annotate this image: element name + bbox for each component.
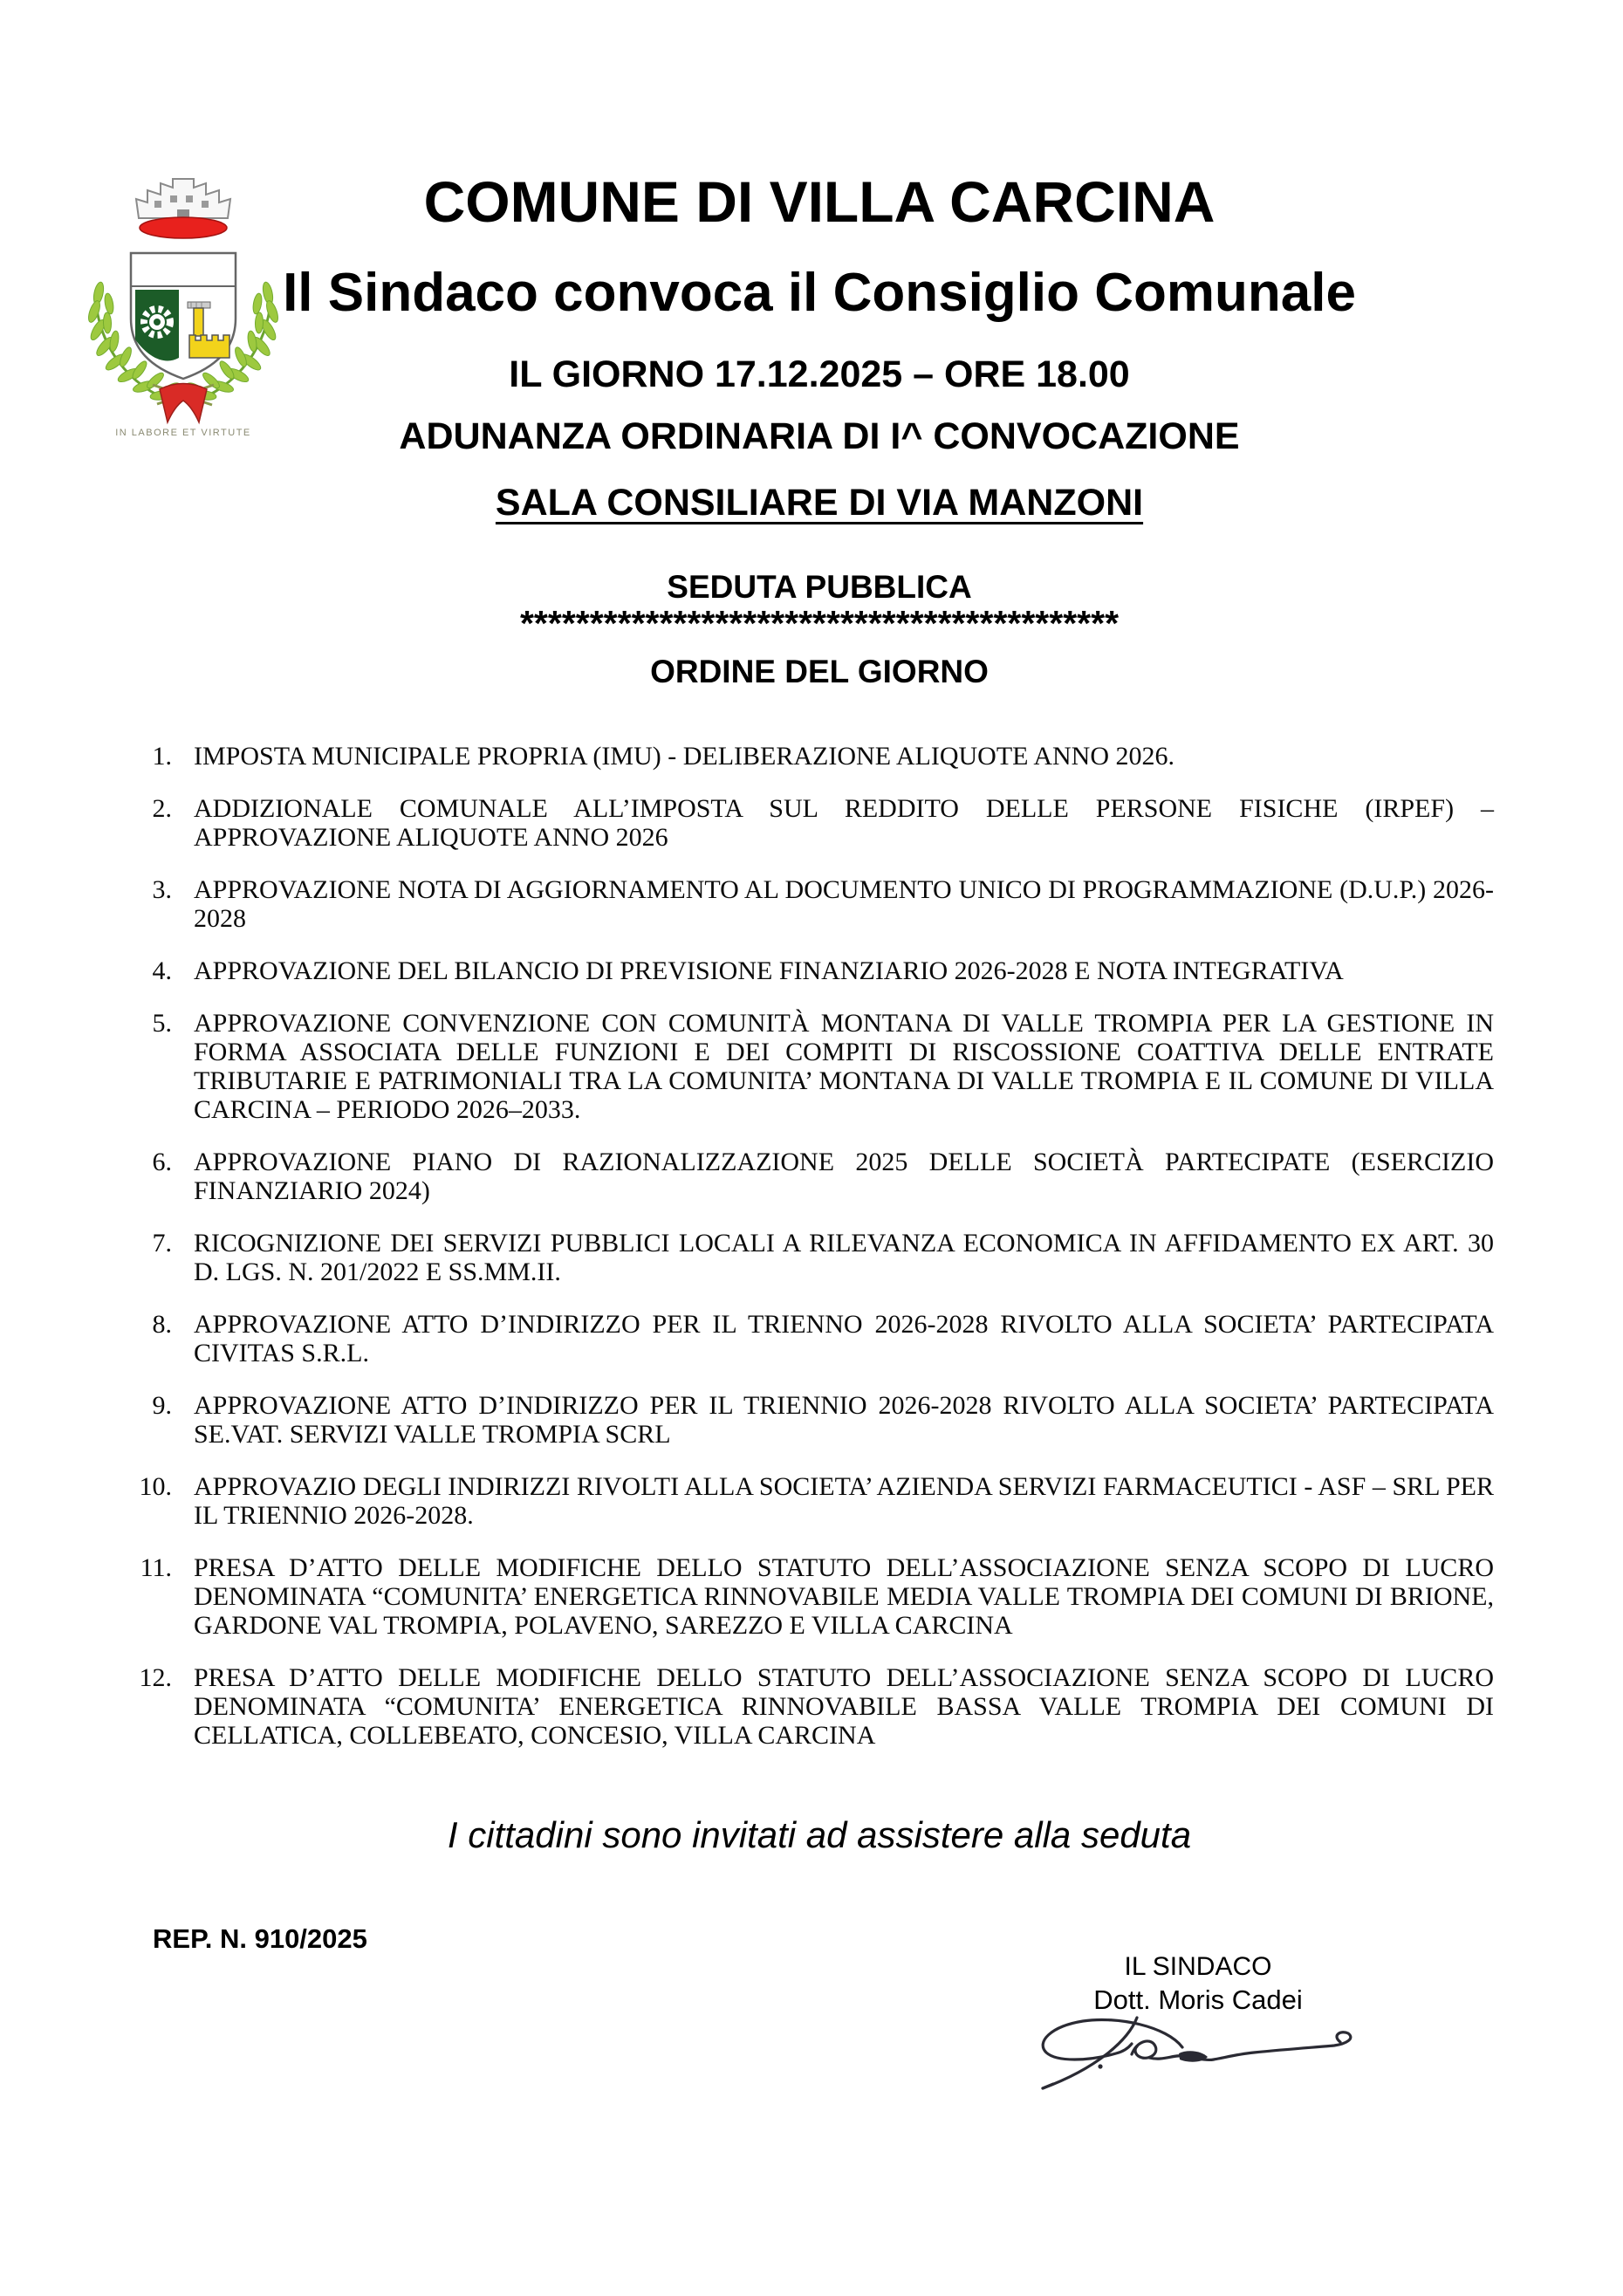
date-time-line: IL GIORNO 17.12.2025 – ORE 18.00 [509, 353, 1130, 395]
protocol-number: REP. N. 910/2025 [153, 1923, 367, 1954]
agenda-item-number: 6. [152, 1148, 172, 1176]
agenda-item-number: 3. [152, 875, 172, 904]
agenda-item-text: APPROVAZIO DEGLI INDIRIZZI RIVOLTI ALLA SOCIETA’ AZIENDA SERVIZI FARMACEUTICI - ASF – SRL PER IL TRIENNIO 2026-2028. [194, 1472, 1494, 1530]
agenda-item [109, 1391, 1494, 1449]
agenda-item-text: PRESA D’ATTO DELLE MODIFICHE DELLO STATUTO DELL’ASSOCIAZIONE SENZA SCOPO DI LUCRO DENOMINATA “COMUNITA’ ENERGETICA RINNOVABILE MEDIA VALLE TROMPIA DEI COMUNI DI BRIONE, GARDONE VAL TROMPIA, POLAVENO, SAREZZO E VILLA CARCINA [194, 1553, 1494, 1640]
handwritten-signature-icon [1034, 2009, 1366, 2105]
agenda-item [109, 1310, 1494, 1367]
agenda-item-number: 10. [139, 1472, 172, 1501]
agenda-list [109, 742, 1494, 1773]
agenda-item-number: 5. [152, 1009, 172, 1038]
convocation-line: Il Sindaco convoca il Consiglio Comunale [283, 263, 1356, 323]
agenda-item-text: PRESA D’ATTO DELLE MODIFICHE DELLO STATUTO DELL’ASSOCIAZIONE SENZA SCOPO DI LUCRO DENOMINATA “COMUNITA’ ENERGETICA RINNOVABILE BASSA VALLE TROMPIA DEI COMUNI DI CELLATICA, COLLEBEATO, CONCESIO, VILLA CARCINA [194, 1663, 1494, 1750]
invitation-line: I cittadini sono invitati ad assistere alla seduta [447, 1814, 1192, 1855]
agenda-item-number: 9. [152, 1391, 172, 1420]
agenda-item [109, 956, 1494, 985]
agenda-heading: ORDINE DEL GIORNO [650, 654, 989, 689]
agenda-item-text: APPROVAZIONE CONVENZIONE CON COMUNITÀ MONTANA DI VALLE TROMPIA PER LA GESTIONE IN FORMA ASSOCIATA DELLE FUNZIONI E DEI COMPITI DI RISCOSSIONE COATTIVA DELLE ENTRATE TRIBUTARIE E PATRIMONIALI TRA LA COMUNITA’ MONTANA DI VALLE TROMPIA E IL COMUNE DI VILLA CARCINA – PERIODO 2026–2033. [194, 1009, 1494, 1124]
agenda-item [109, 742, 1494, 771]
agenda-item-text: APPROVAZIONE ATTO D’INDIRIZZO PER IL TRIENNIO 2026-2028 RIVOLTO ALLA SOCIETA’ PARTECIPATA SE.VAT. SERVIZI VALLE TROMPIA SCRL [194, 1391, 1494, 1449]
agenda-item-text: APPROVAZIONE NOTA DI AGGIORNAMENTO AL DOCUMENTO UNICO DI PROGRAMMAZIONE (D.U.P.) 2026-2028 [194, 875, 1494, 933]
agenda-item [109, 1553, 1494, 1640]
agenda-item [109, 1229, 1494, 1286]
agenda-item [109, 1148, 1494, 1205]
venue-line [0, 484, 1623, 522]
agenda-item-number: 7. [152, 1229, 172, 1258]
agenda-item [109, 1472, 1494, 1530]
agenda-item-text: RICOGNIZIONE DEI SERVIZI PUBBLICI LOCALI A RILEVANZA ECONOMICA IN AFFIDAMENTO EX ART. 30 D. LGS. N. 201/2022 E SS.MM.II. [194, 1229, 1494, 1286]
page-title: COMUNE DI VILLA CARCINA [423, 169, 1216, 234]
session-type-line: ADUNANZA ORDINARIA DI I^ CONVOCAZIONE [399, 415, 1240, 457]
agenda-item-number: 12. [139, 1663, 172, 1692]
agenda-item-text: ADDIZIONALE COMUNALE ALL’IMPOSTA SUL REDDITO DELLE PERSONE FISICHE (IRPEF) – APPROVAZIONE ALIQUOTE ANNO 2026 [194, 794, 1494, 852]
agenda-item-number: 1. [152, 742, 172, 771]
agenda-item-number: 4. [152, 956, 172, 985]
agenda-item-number: 11. [140, 1553, 172, 1582]
crest-motto: IN LABORE ET VIRTUTE [115, 428, 251, 438]
agenda-item [109, 794, 1494, 852]
public-session-line: SEDUTA PUBBLICA [667, 569, 972, 605]
agenda-item-text: APPROVAZIONE ATTO D’INDIRIZZO PER IL TRIENNO 2026-2028 RIVOLTO ALLA SOCIETA’ PARTECIPATA CIVITAS S.R.L. [194, 1310, 1494, 1367]
agenda-item-text: APPROVAZIONE DEL BILANCIO DI PREVISIONE FINANZIARIO 2026-2028 E NOTA INTEGRATIVA [194, 956, 1344, 985]
agenda-item-number: 2. [152, 794, 172, 823]
agenda-item-text: APPROVAZIONE PIANO DI RAZIONALIZZAZIONE 2025 DELLE SOCIETÀ PARTECIPATE (ESERCIZIO FINANZIARIO 2024) [194, 1148, 1494, 1205]
venue-text: SALA CONSILIARE DI VIA MANZONI [495, 482, 1144, 524]
asterisk-separator: ******************************************* [519, 603, 1120, 643]
agenda-item [109, 1009, 1494, 1124]
agenda-item [109, 1663, 1494, 1750]
signer-role: IL SINDACO [1124, 1952, 1272, 1981]
signature-scribble [1034, 2009, 1366, 2105]
agenda-item [109, 875, 1494, 933]
agenda-item-text: IMPOSTA MUNICIPALE PROPRIA (IMU) - DELIBERAZIONE ALIQUOTE ANNO 2026. [194, 742, 1174, 771]
agenda-item-number: 8. [152, 1310, 172, 1339]
signer-name: Dott. Moris Cadei [1093, 1984, 1303, 2015]
